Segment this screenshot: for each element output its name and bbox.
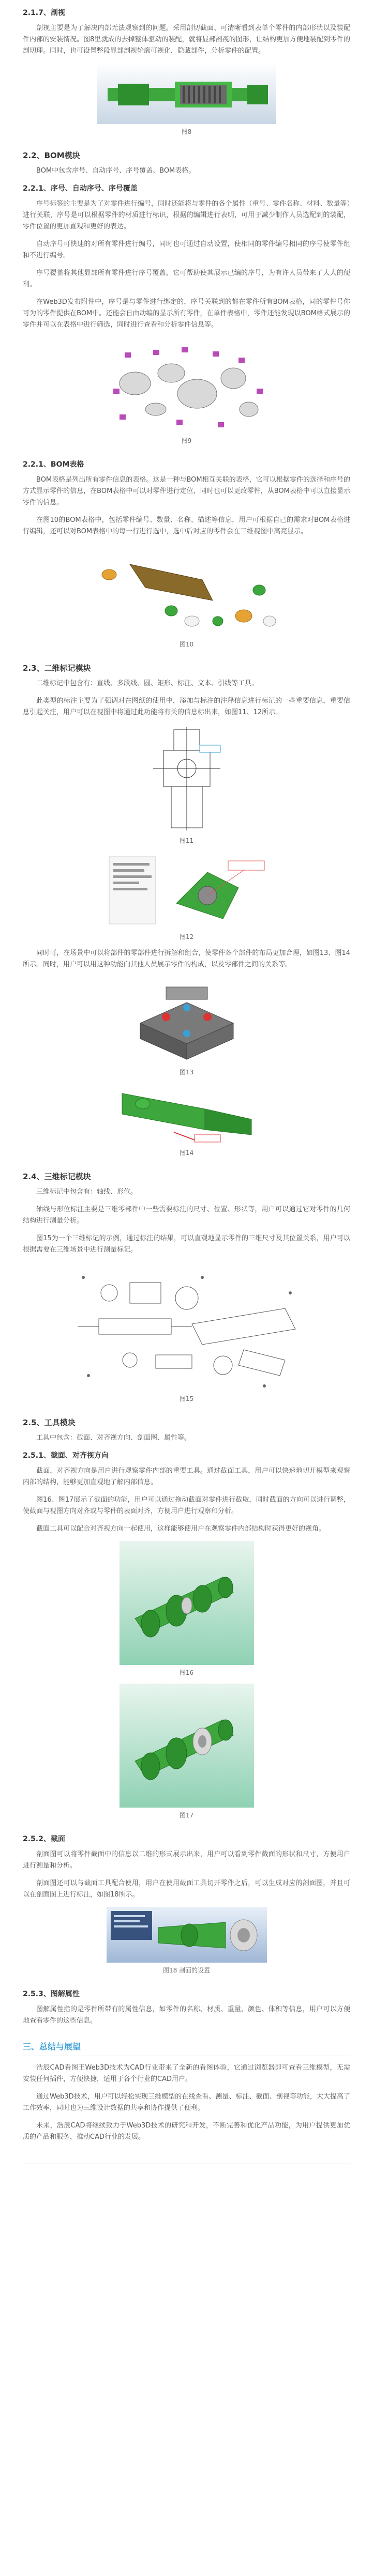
paragraph: 同时可，在场景中可以将部件的零部件进行拆解和组合，使零件各个部件的布局更加合理，如图13、图14所示。同时，用户可以用这种功能向其他人员展示零件的构成，以及零部件之间的关系等。 [23,949,350,968]
section-3-title: 总结与展望 [39,2042,81,2051]
paragraph: 二维标记中包含有：直线、多段线、圆、矩形、标注、文本、引线等工具。 [36,680,259,687]
heading-2-5-3: 2.5.3、图解属性 [23,1990,80,1998]
figure-18 [23,1907,350,1976]
paragraph: 截面工具可以配合对齐视方向一起使用，这样能够使用户在观察零件内部结构时获得更好的视角。 [36,1525,326,1533]
figure-12-caption: 图12 [179,933,194,940]
figure-9-image [104,337,270,433]
paragraph: 剖视主要是为了解决内部无法观察到的问题。采用剖切截面、可清晰看到表单个零件的内部形状以及装配件内部的安装情况。图8里就成的去掉整体驱动的装配，就将显部剖视的图形，让结构更加方便地装配到零件的剖切理。同时，也可设置整段显部剖视轮廓可视化，隐藏部件，分析零件的配置。 [23,24,350,55]
figure-9 [23,337,350,446]
figure-8 [23,63,350,137]
figure-10 [23,544,350,650]
heading-2-2: 2.2、BOM模块 [23,151,80,160]
figure-17-image [120,1684,254,1808]
figure-9-caption: 图9 [181,437,192,444]
heading-section-3 [23,2041,350,2056]
figure-13 [23,977,350,1078]
figure-11 [23,724,350,846]
paragraph: 剖面图还可以与截面工具配合使用，用户在使用截面工具切开零件之后，可以生成对应的剖面图，并且可以在剖面图上进行标注，如图18所示。 [23,1879,350,1899]
figure-15-image [68,1262,306,1391]
paragraph: 轴线与形位标注主要是三维零部件中一些需要标注的尺寸、位置、形状等，用户可以通过它对零件的几何结构进行测量分析。 [23,1206,350,1225]
section-3-number: 三、 [23,2042,40,2051]
paragraph: BOM中包含序号、自动序号、序号覆盖、BOM表格。 [36,167,196,175]
paragraph: 截面，对齐视方向是用户进行观察零件内部的重要工具。通过截面工具，用户可以快速地切开模型来观察内部的结构，能够更加直观地了解内部信息。 [23,1467,350,1486]
heading-2-4: 2.4、三维标记模块 [23,1172,91,1181]
figure-16-image [120,1541,254,1665]
paragraph: 在Web3D发布附件中，序号是与零件进行绑定的，序号关联到的都在零件所有BOM表格，同的零件号你可为的零件提供在BOM中。还能会自由动编的显示所有零件，在单件表格中，零件还能发现以BOM格式展示的零件并可以在表格中进行筛选，同时进行查看和分析零件信息等。 [23,298,350,329]
figure-15 [23,1262,350,1405]
figure-18-image [107,1907,267,1963]
figure-11-image [148,724,226,833]
figure-13-caption: 图13 [179,1069,194,1076]
heading-2-3: 2.3、二维标记模块 [23,664,91,673]
heading-2-5-1: 2.5.1、截面、对齐视方向 [23,1452,109,1460]
paragraph: 工具中包含：截面、对齐视方向、剖面图、属性等。 [36,1434,191,1442]
heading-2-5-2: 2.5.2、截面 [23,1835,65,1843]
figure-10-caption: 图10 [179,641,194,648]
paragraph: 在图10的BOM表格中，包括零件编号、数量、名称、描述等信息，用户可根据自己的需求对BOM表格进行编辑，还可以对BOM表格中的每一行进行选中，选中后对应的零件会在三维视图中高亮显示。 [23,516,350,535]
figure-17-caption: 图17 [179,1812,194,1819]
heading-2-5: 2.5、工具模块 [23,1418,76,1427]
paragraph: BOM表格是列出所有零件信息的表格。这是一种与BOM相互关联的表格，它可以根据零件的选择和序号的方式显示零件的信息，在BOM表格中可以对零件进行定位，同时也可以更改零件，从BOM表格中可以直接显示零件的信息。 [23,476,350,506]
heading-2-1-7: 2.1.7、剖视 [23,9,65,17]
figure-12 [23,852,350,943]
heading-2-2-1: 2.2.1、序号、自动序号、序号覆盖 [23,184,138,193]
paragraph: 序号标签的主要是为了对零件进行编号，同时还能将与零件的各个属性（重号、零件名称、材料、数量等）进行关联，序号是可以根据零件的材质进行标识，根据的编辑进行表明，可用于减少制作人员选配到的装配，零件位置的更加直观和更好的表达。 [23,200,350,230]
figure-8-caption: 图8 [181,128,192,135]
paragraph: 图15为一个三维标记的示例，通过标注的结果，可以直观地显示零件的三维尺寸及其位置关系，用户可以根据需要在三维场景中进行测量标记。 [23,1235,350,1254]
figure-13-image [120,977,254,1065]
figure-16 [23,1541,350,1678]
figure-12-image [104,852,270,929]
figure-18-caption: 图18 剖面的设置 [162,1967,211,1974]
paragraph: 剖面图可以将零件截面中的信息以二维的形式展示出来，用户可以看到零件截面的形状和尺寸，方便用户进行测量和分析。 [23,1850,350,1870]
heading-bom-table: 2.2.1、BOM表格 [23,460,84,469]
paragraph: 通过Web3D技术，用户可以轻松实现三维模型的在线查看、测量、标注、截面、剖视等功能，大大提高了工作效率，同时也为三维设计数据的共享和协作提供了便利。 [23,2093,350,2112]
figure-14-image [112,1083,262,1145]
paragraph: 自动序号可快速的对所有零件进行编号，同时也可通过自动设置，使相同的零件编号相同的序号使零件组和不进行编号。 [23,240,350,259]
figure-17 [23,1684,350,1821]
figure-16-caption: 图16 [179,1669,194,1676]
figure-10-image [88,544,285,637]
figure-8-image [97,63,276,124]
paragraph: 三维标记中包含有：轴线、形位。 [36,1188,138,1196]
figure-15-caption: 图15 [179,1395,194,1402]
paragraph: 序号覆盖将其他显部所有零件进行序号覆盖，它可帮助使其展示已编的序号，为有许人员带来了大大的便利。 [23,269,350,288]
figure-11-caption: 图11 [179,837,194,844]
paragraph: 未来，浩辰CAD将继续致力于Web3D技术的研究和开发，不断完善和优化产品功能，为用户提供更加优质的产品和服务，推动CAD行业的发展。 [23,2122,350,2141]
paragraph: 此类型的标注主要为了强调对在图纸的使用中，添加与标注的注释信息进行标记的一些重要信息，重要信息引起关注，用户可以在视图中将通过此功能将有关的信息标出来，如图11、12所示。 [23,697,350,716]
figure-14 [23,1083,350,1159]
paragraph: 图16、图17展示了截面的功能，用户可以通过拖动截面对零件进行截取，同时截面的方向可以进行调整，使截面与视图方向对齐或与零件的表面对齐，方便用户进行观察和分析。 [23,1496,350,1515]
figure-14-caption: 图14 [179,1149,194,1156]
paragraph: 浩辰CAD看图王Web3D技术为CAD行业带来了全新的看图体验，它通过浏览器即可查看三维模型，无需安装任何插件，方便快捷，适用于各个行业的CAD用户。 [23,2064,350,2083]
paragraph: 图解属性指的是零件所带有的属性信息，如零件的名称、材质、重量、颜色、体积等信息，用户可以方便地查看零件的这些信息。 [23,2006,350,2025]
